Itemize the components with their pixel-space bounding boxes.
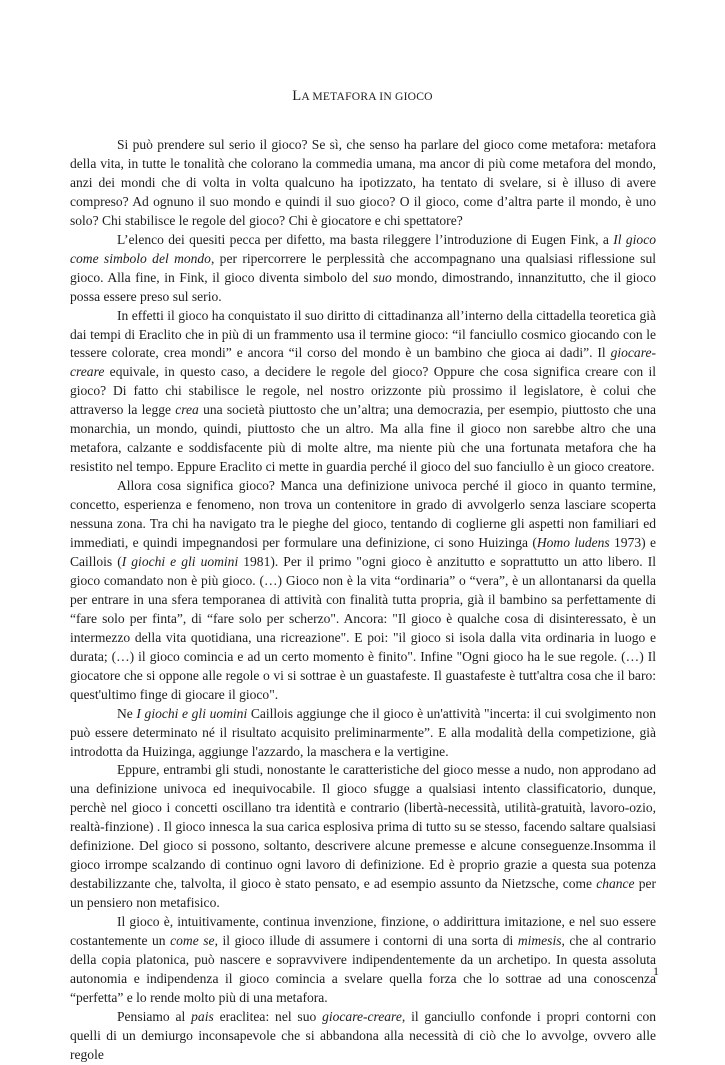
paragraph <box>70 136 656 231</box>
italic-text-run: I giochi e gli uomini <box>136 705 248 721</box>
italic-text-run: Homo ludens <box>536 535 610 551</box>
text-run: una società piuttosto che un’altra; una democrazia, per esempio, piuttosto che una monarchia, un mondo, quindi, piuttosto che un altro. Ma alla fine il gioco non sarebbe altro che una metafora, calzante e soddisfacente più di molte altre, ma niente più che una fortunata metafora che ha resistito nel tempo. Eppure Eraclito ci mette in guardia perché il gioco del suo fanciullo è un gioco creatore. <box>70 402 656 475</box>
italic-text-run: chance <box>596 876 635 892</box>
italic-text-run: pais <box>191 1008 214 1024</box>
body-text <box>70 136 656 1065</box>
text-run: Ne <box>117 705 137 721</box>
text-run: 1981). Per il primo "ogni gioco è anzitutto e soprattutto un atto libero. Il gioco comandato non è più gioco. (…) Gioco non è la vita “ordinaria” o “vera”, è un allontanarsi da quella per entrare in una sfera temporanea di attività con finalità tutta propria, già il bambino sa perfettamente di “fare solo per finta”, di “fare solo per scherzo". Ancora: "Il gioco è qualche cosa di disinteressato, è un intermezzo della vita quotidiana, una ricreazione". E poi: "il gioco si isola dalla vita ordinaria in luogo e durata; (…) il gioco comincia e ad un certo momento è finito". Infine "Ogni gioco ha le sue regole. (…) Il giocatore che si oppone alle regole o vi si sottrae è un guastafeste. Il guastafeste è tutt'altra cosa che il baro: quest'ultimo finge di giocare il gioco". <box>70 553 656 702</box>
text-run: Allora cosa significa gioco? Manca una definizione univoca perché il gioco in quanto termine, concetto, esperienza e fenomeno, non trova un contenitore in grado di avvolgerlo senza lasciare scoperta nessuna zona. Tra chi ha navigato tra le pieghe del gioco, tentando di coglierne gli aspetti non familiari ed immediati, e quindi impegnandosi per formulare una definizione, ci sono Huizinga ( <box>70 478 656 551</box>
paragraph <box>70 705 656 762</box>
paragraph <box>70 913 656 1008</box>
text-run: 1973) e Caillois ( <box>70 535 656 569</box>
title-initial: L <box>292 88 302 104</box>
text-run: Il gioco è, intuitivamente, continua invenzione, finzione, o addirittura imitazione, e nel suo essere costantemente un <box>70 914 656 949</box>
page-number: 1 <box>653 964 659 978</box>
italic-text-run: crea <box>175 402 199 418</box>
italic-text-run: giocare-creare <box>70 345 656 380</box>
paragraph <box>70 477 656 704</box>
paragraph <box>70 761 656 913</box>
paragraph <box>70 307 656 478</box>
text-run: eraclitea: nel suo <box>213 1008 323 1024</box>
paragraph <box>70 1008 656 1065</box>
paragraph <box>70 231 656 307</box>
italic-text-run: giocare-creare <box>322 1008 402 1024</box>
text-run: Caillois aggiunge che il gioco è un'attività "incerta: il cui svolgimento non può essere determinato né il risultato acquisito preliminarmente”. E alla modalità della competizione, già introdotta da Huizinga, aggiunge l'azzardo, la maschera e la vertigine. <box>70 705 656 759</box>
title-rest: A METAFORA IN GIOCO <box>301 90 433 103</box>
text-run: Si può prendere sul serio il gioco? Se sì, che senso ha parlare del gioco come metafora: metafora della vita, in tutte le tonalità che colorano la commedia umana, ma ancor di più come metafora del mondo, anzi dei mondi che di volta in volta qualcuno ha ipotizzato, ha tentato di svelare, si è illuso di avere compreso? Ad ognuno il suo mondo e quindi il suo gioco? O il gioco, come d’altra parte il mondo, è uno solo? Chi stabilisce le regole del gioco? Chi è giocatore e chi spettatore? <box>70 137 656 228</box>
italic-text-run: I giochi e gli uomini <box>121 553 239 569</box>
text-run: equivale, in questo caso, a decidere le regole del gioco? Oppure che cosa significa creare con il gioco? Di fatto chi stabilisce le regole, nel nostro orizzonte più prossimo il legislatore, è colui che attraverso la legge <box>70 364 656 418</box>
page-title <box>0 88 725 105</box>
italic-text-run: Il gioco come simbolo del mondo <box>70 231 656 266</box>
text-run: Pensiamo al <box>117 1008 192 1024</box>
text-run: , per ripercorrere le perplessità che accompagnano una qualsiasi riflessione sul gioco. Alla fine, in Fink, il gioco diventa simbolo del <box>70 250 656 285</box>
text-run: per un pensiero non metafisico. <box>70 876 656 911</box>
italic-text-run: suo <box>372 269 392 285</box>
text-run: In effetti il gioco ha conquistato il suo diritto di cittadinanza all’interno della cittadella teoretica già dai tempi di Eraclito che in più di un frammento usa il termine gioco: “il fanciullo cosmico giocando con le tessere colorate, crea mondi” e ancora “il corso del mondo è un bambino che gioca ai dadi”. Il <box>70 307 656 361</box>
text-run: mondo, dimostrando, innanzitutto, che il gioco possa essere preso sul serio. <box>70 269 656 304</box>
italic-text-run: mimesis <box>517 933 562 949</box>
italic-text-run: come se <box>170 933 215 949</box>
text-run: , il ganciullo confonde i propri contorni con quelli di un demiurgo inconsapevole che si abbandona alla necessità di ciò che lo avvolge, ovvero alle regole <box>70 1008 657 1062</box>
text-run: , il gioco illude di assumere i contorni di una sorta di <box>214 933 518 949</box>
text-run: L’elenco dei quesiti pecca per difetto, ma basta rileggere l’introduzione di Eugen Fink, a <box>117 231 614 247</box>
text-run: Eppure, entrambi gli studi, nonostante le caratteristiche del gioco messe a nudo, non approdano ad una definizione univoca ed inequivocabile. Il gioco sfugge a qualsiasi intento classificatorio, dunque, perchè nel gioco i concetti oscillano tra identità e contrario (libertà-necessità, utilità-gratuità, lavoro-ozio, realtà-finzione) . Il gioco innesca la sua carica esplosiva prima di tutto su se stesso, facendo saltare qualsiasi definizione. Del gioco si possono, soltanto, descrivere alcune premesse e alcune conseguenze.Insomma il gioco irrompe scalzando di continuo ogni lavoro di definizione. Ed è proprio grazie a questa sua potenza destabilizzante che, talvolta, il gioco è stato pensato, e ad esempio assunto da Nietzsche, come <box>70 762 656 892</box>
text-run: , che al contrario della copia platonica, può nascere e sopravvivere indipendentemente da un archetipo. In questa assoluta autonomia e indipendenza il gioco comincia a svelare quella forza che lo sottrae ad una conoscenza “perfetta” e lo rende molto più di una metafora. <box>70 933 656 1005</box>
